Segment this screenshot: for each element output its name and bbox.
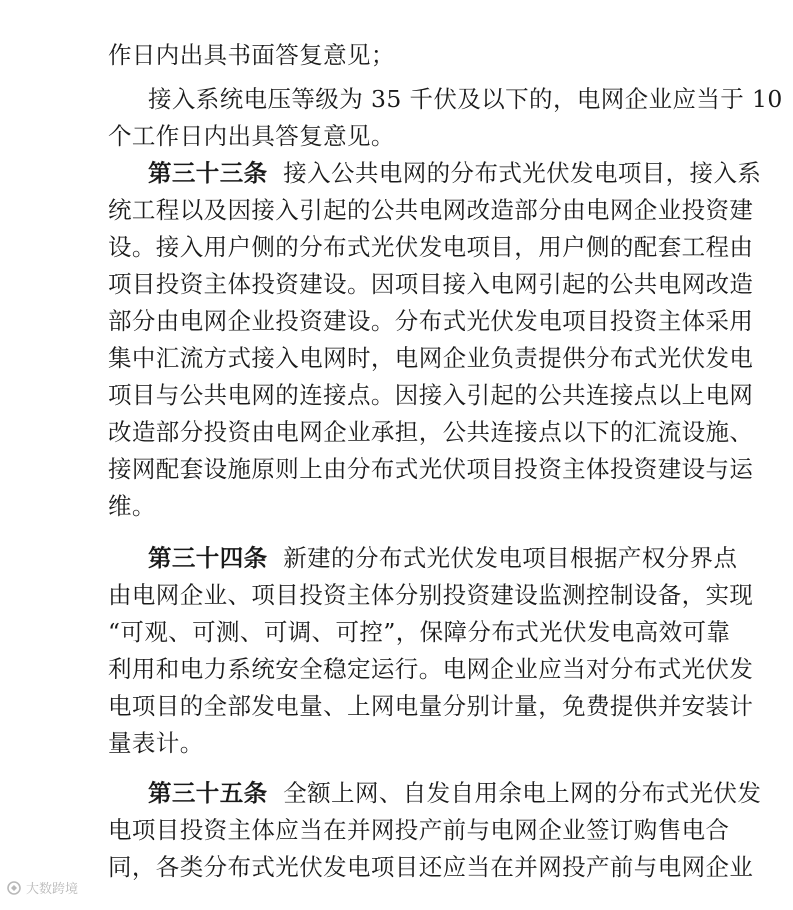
text-line: 个工作日内出具答复意见。 bbox=[108, 122, 395, 150]
article-heading: 第三十三条 bbox=[148, 159, 268, 187]
text-line: “可观、可测、可调、可控”，保障分布式光伏发电高效可靠 bbox=[108, 618, 731, 646]
text-line: 电项目的全部发电量、上网电量分别计量，免费提供并安装计 bbox=[108, 692, 754, 720]
article-line bbox=[148, 778, 762, 808]
text-line: 同，各类分布式光伏发电项目还应当在并网投产前与电网企业 bbox=[108, 853, 754, 881]
text-line: 接入系统电压等级为 35 千伏及以下的，电网企业应当于 10 bbox=[148, 85, 783, 113]
text-line: 量表计。 bbox=[108, 729, 204, 757]
text-line: 电项目投资主体应当在并网投产前与电网企业签订购售电合 bbox=[108, 816, 730, 844]
article-text: 全额上网、自发自用余电上网的分布式光伏发 bbox=[267, 779, 762, 807]
article-line bbox=[148, 158, 762, 188]
article-text: 接入公共电网的分布式光伏发电项目，接入系 bbox=[267, 159, 762, 187]
text-line: 作日内出具书面答复意见； bbox=[108, 41, 395, 69]
article-text: 新建的分布式光伏发电项目根据产权分界点 bbox=[267, 544, 738, 572]
text-line: 设。接入用户侧的分布式光伏发电项目，用户侧的配套工程由 bbox=[108, 233, 754, 261]
brand-logo-icon bbox=[6, 880, 22, 896]
text-line: 接网配套设施原则上由分布式光伏项目投资主体投资建设与运 bbox=[108, 455, 754, 483]
watermark bbox=[6, 878, 78, 897]
text-line: 项目与公共电网的连接点。因接入引起的公共连接点以上电网 bbox=[108, 381, 754, 409]
text-line: 改造部分投资由电网企业承担，公共连接点以下的汇流设施、 bbox=[108, 418, 754, 446]
article-heading: 第三十四条 bbox=[148, 544, 268, 572]
text-line: 项目投资主体投资建设。因项目接入电网引起的公共电网改造 bbox=[108, 270, 754, 298]
text-line: 集中汇流方式接入电网时，电网企业负责提供分布式光伏发电 bbox=[108, 344, 754, 372]
text-line: 由电网企业、项目投资主体分别投资建设监测控制设备，实现 bbox=[108, 581, 754, 609]
text-line: 统工程以及因接入引起的公共电网改造部分由电网企业投资建 bbox=[108, 196, 754, 224]
text-line: 利用和电力系统安全稳定运行。电网企业应当对分布式光伏发 bbox=[108, 655, 754, 683]
article-heading: 第三十五条 bbox=[148, 779, 268, 807]
text-line: 部分由电网企业投资建设。分布式光伏发电项目投资主体采用 bbox=[108, 307, 754, 335]
text-line: 维。 bbox=[108, 492, 156, 520]
article-line bbox=[148, 543, 748, 573]
watermark-text: 大数跨境 bbox=[26, 882, 79, 897]
